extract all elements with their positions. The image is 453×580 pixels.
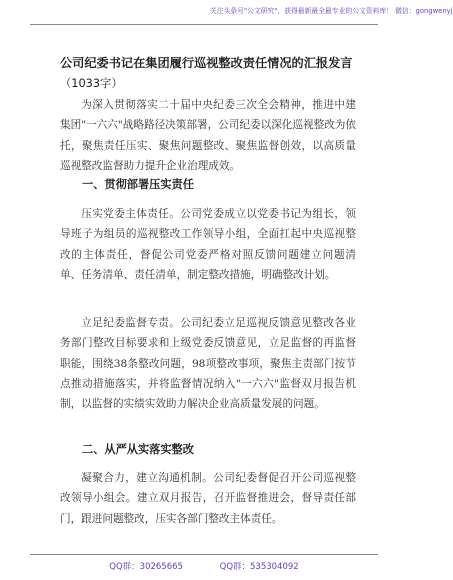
header-banner: 关注头条号"公文研究"，获得最新最全最专业的公文资料库！ 微信：gongwenyj bbox=[210, 7, 453, 15]
footer-divider bbox=[30, 554, 378, 555]
paragraph-supervision-duty: 立足纪委监督专责。公司纪委立足巡视反馈意见整改各业务部门整改目标要求和上级党委反馈意见，立足监督的再监督职能，围绕38条整改问题，98项整改事项，聚焦主责部门按节点推动措施落实，并将监督情况纳入"一六六"监督双月报告机制，以监督的实绩实效助力解决企业高质量发展的问题。 bbox=[60, 317, 356, 411]
qq-group-2: QQ群：535304092 bbox=[219, 562, 299, 572]
section-heading-1: 一、贯彻部署压实责任 bbox=[82, 178, 194, 191]
paragraph-intro: 为深入贯彻落实二十届中央纪委三次全会精神，推进中建集团"一六六"战略路径决策部署，公司纪委以深化巡视整改为依托，聚焦责任压实、聚焦问题整改、聚焦监督创效，以高质量巡视整改监督助力提升企业治理成效。 bbox=[60, 99, 356, 172]
header-divider bbox=[30, 24, 378, 25]
section-heading-2: 二、从严从实落实整改 bbox=[82, 443, 194, 456]
paragraph-communication-mechanism: 凝聚合力，建立沟通机制。公司纪委督促召开公司巡视整改领导小组会。建立双月报告，召开监督推进会，督导责任部门，跟进问题整改，压实各部门整改主体责任。 bbox=[60, 472, 356, 525]
paragraph-party-responsibility: 压实党委主体责任。公司党委成立以党委书记为组长，领导班子为组员的巡视整改工作领导小组，全面扛起中央巡视整改的主体责任，督促公司党委严格对照反馈问题建立问题清单、任务清单、责任清单，制定整改措施，明确整改计划。 bbox=[60, 208, 356, 281]
document-title: 公司纪委书记在集团履行巡视整改责任情况的汇报发言 bbox=[60, 56, 353, 70]
qq-group-1: QQ群：30265665 bbox=[109, 562, 183, 572]
footer bbox=[0, 560, 408, 572]
word-count: （1033字） bbox=[60, 77, 123, 90]
